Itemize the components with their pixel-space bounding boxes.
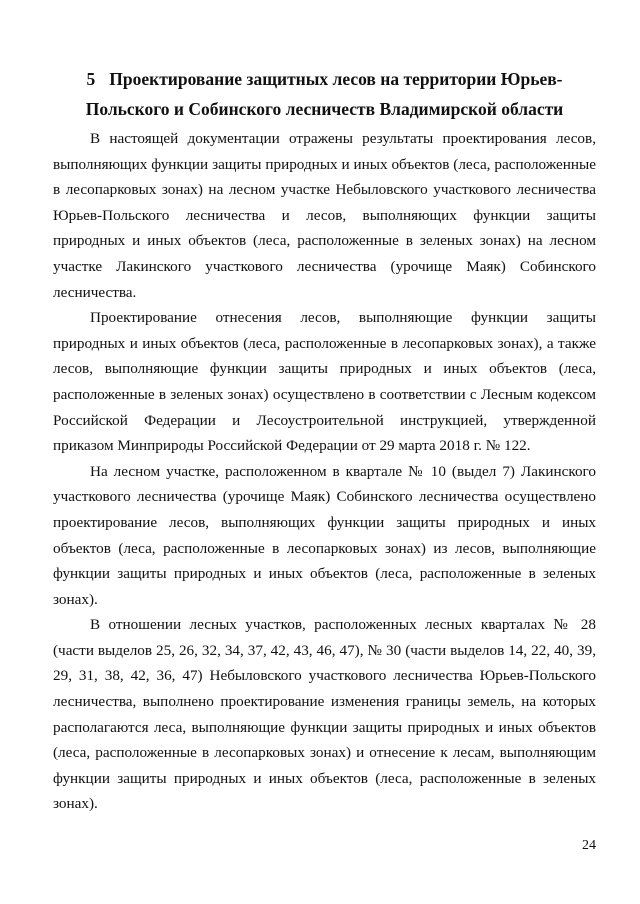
paragraph-2: Проектирование отнесения лесов, выполняющие функции защиты природных и иных объектов (леса, расположенные в лесопарковых зонах), а также лесов, выполняющие функции защиты природных и иных объектов (леса, расположенные в зеленых зонах) осуществлено в соответствии с Лесным кодексом Российской Федерации и Лесоустроительной инструкцией, утвержденной приказом Минприроды Российской Федерации от 29 марта 2018 г. № 122. (53, 309, 596, 455)
section-number: 5 (86, 69, 96, 89)
section-heading (53, 64, 596, 124)
paragraph-3: На лесном участке, расположенном в квартале № 10 (выдел 7) Лакинского участкового лесничества (урочище Маяк) Собинского лесничества осуществлено проектирование лесов, выполняющих функции защиты природных и иных объектов (леса, расположенные в лесопарковых зонах) из лесов, выполняющие функции защиты природных и иных объектов (леса, расположенные в зеленых зонах). (53, 462, 596, 608)
paragraph-1: В настоящей документации отражены результаты проектирования лесов, выполняющих функции защиты природных и иных объектов (леса, расположенные в лесопарковых зонах) на лесном участке Небыловского участкового лесничества Юрьев-Польского лесничества и лесов, выполняющих функции защиты природных и иных объектов (леса, расположенные в зеленых зонах) на лесном участке Лакинского участкового лесничества (урочище Маяк) Собинского лесничества. (53, 130, 596, 301)
paragraph-4: В отношении лесных участков, расположенных лесных кварталах № 28 (части выделов 25, 26, 32, 34, 37, 42, 43, 46, 47), № 30 (части выделов 14, 22, 40, 39, 29, 31, 38, 42, 36, 47) Небыловского участкового лесничества Юрьев-Польского лесничества, выполнено проектирование изменения границы земель, на которых располагаются леса, выполняющие функции защиты природных и иных объектов (леса, расположенные в лесопарковых зонах) и отнесение к лесам, выполняющим функции защиты природных и иных объектов (леса, расположенные в зеленых зонах). (53, 616, 596, 813)
page-number: 24 (582, 838, 596, 853)
document-page (53, 64, 596, 817)
section-title: Проектирование защитных лесов на территории Юрьев-Польского и Собинского лесничеств Владимирской области (85, 69, 564, 119)
